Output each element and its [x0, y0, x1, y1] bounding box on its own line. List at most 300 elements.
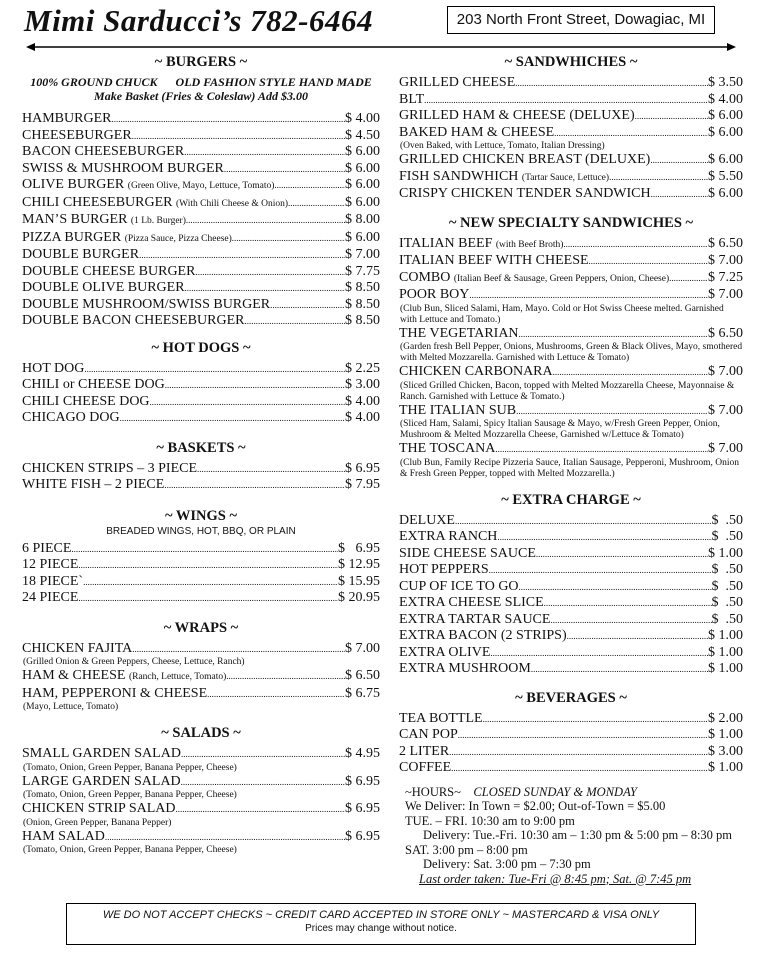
dot-leader: [197, 461, 345, 478]
item-name: [22, 541, 71, 558]
dot-leader: [244, 313, 345, 330]
menu-item: [22, 313, 380, 330]
item-price: $ 6.00: [345, 194, 380, 210]
item-label: COMBO: [399, 269, 451, 285]
menu-item: [22, 394, 380, 411]
item-label: CUP OF ICE TO GO: [399, 578, 519, 594]
item-name: [399, 75, 515, 92]
item-price: $ 6.00: [708, 152, 743, 167]
item-name: [399, 595, 544, 612]
dot-leader: [176, 801, 346, 818]
sandwiches-heading: ~ SANDWHICHES ~: [504, 54, 638, 70]
wings-note: BREADED WINGS, HOT, BBQ, OR PLAIN: [106, 525, 296, 537]
menu-item: [399, 727, 743, 744]
dot-leader: [111, 111, 345, 128]
dot-leader: [495, 441, 708, 458]
item-label: EXTRA CHEESE SLICE: [399, 595, 544, 610]
hotdogs-heading: ~ HOT DOGS ~: [151, 339, 251, 356]
item-label: EXTRA BACON (2 STRIPS): [399, 628, 567, 643]
menu-item: [399, 92, 743, 109]
dot-leader: [78, 590, 338, 607]
item-price: $ 7.00: [708, 253, 743, 268]
hours-block: [399, 785, 743, 887]
item-price: $ 1.00: [708, 760, 743, 775]
item-description: (with Beef Broth): [495, 239, 564, 250]
dot-leader: [139, 247, 345, 264]
menu-item: [399, 253, 743, 270]
item-label: HAM SALAD: [22, 828, 105, 844]
item-label: SIDE CHEESE SAUCE: [399, 545, 536, 561]
item-price: $ 15.95: [338, 573, 380, 589]
item-label: EXTRA RANCH: [399, 529, 498, 544]
menu-item: [22, 195, 380, 213]
item-label: DOUBLE CHEESE BURGER: [22, 263, 196, 279]
item-name: [399, 152, 650, 169]
item-price: $ .50: [711, 611, 743, 627]
menu-item: [22, 377, 380, 394]
item-label: GRILLED HAM & CHEESE (DELUXE): [399, 108, 635, 123]
item-name: [399, 628, 567, 645]
item-name: [399, 529, 497, 546]
item-label: HOT DOG: [22, 360, 85, 376]
menu-item: [22, 144, 380, 161]
address-box: 203 North Front Street, Dowagiac, MI: [447, 6, 715, 34]
item-price: $ 8.00: [345, 212, 380, 227]
dot-leader: [458, 727, 708, 744]
dot-leader: [650, 152, 708, 169]
dot-leader: [483, 711, 708, 728]
item-name: [22, 230, 232, 248]
item-label: 2 LITER: [399, 743, 450, 759]
dot-leader: [497, 529, 711, 546]
item-label: DOUBLE BACON CHEESEBURGER: [22, 313, 245, 328]
item-name: [22, 111, 111, 128]
item-name: [22, 686, 207, 703]
item-label: CHICKEN FAJITA: [22, 640, 133, 656]
item-price: $ 2.00: [708, 710, 743, 726]
item-name: [399, 92, 424, 109]
item-name: [22, 668, 226, 686]
dot-leader: [132, 641, 345, 658]
item-price: $ 7.00: [345, 640, 380, 656]
wraps-section: [22, 620, 380, 714]
menu-item: [399, 169, 743, 187]
menu-item: [399, 595, 743, 612]
item-label: CHILI CHEESEBURGER: [22, 194, 173, 210]
item-label: 12 PIECE: [22, 557, 79, 572]
item-label: CHEESEBURGER: [22, 127, 132, 143]
menu-item: [399, 186, 743, 203]
baskets-heading: ~ BASKETS ~: [156, 439, 246, 456]
item-price: $ 7.00: [345, 247, 380, 262]
item-price: $ 8.50: [345, 280, 380, 295]
dot-leader: [120, 410, 345, 427]
menu-item: [22, 297, 380, 314]
menu-item: [399, 125, 743, 142]
item-price: $ 4.00: [345, 410, 380, 425]
item-label: 18 PIECE`: [22, 573, 84, 589]
menu-item: [399, 546, 743, 563]
item-price: $ 6.50: [345, 668, 380, 683]
item-name: [399, 125, 554, 142]
dot-leader: [181, 746, 345, 763]
item-name: [399, 441, 495, 458]
item-name: [22, 264, 195, 281]
wraps-heading: ~ WRAPS ~: [163, 619, 239, 636]
item-price: $ .50: [711, 529, 743, 544]
dot-leader: [226, 668, 345, 685]
item-price: $ 6.50: [708, 325, 743, 341]
item-price: $ 1.00: [708, 661, 743, 676]
item-price: $ 8.50: [345, 313, 380, 328]
item-label: POOR BOY: [399, 287, 470, 302]
menu-item: [399, 441, 743, 458]
item-price: $ 8.50: [345, 296, 380, 312]
item-name: [22, 746, 181, 763]
menu-item: [22, 541, 380, 558]
item-price: $ 1.00: [708, 628, 743, 643]
item-price: $ 6.00: [708, 108, 743, 123]
item-label: LARGE GARDEN SALAD: [22, 773, 181, 789]
dot-leader: [164, 477, 345, 494]
item-name: [22, 557, 78, 574]
menu-item: [399, 287, 743, 304]
item-name: [399, 727, 458, 744]
dot-leader: [83, 574, 338, 591]
item-label: HAM & CHEESE: [22, 668, 126, 683]
dot-leader: [635, 108, 708, 125]
hours-tue-fri: TUE. – FRI. 10:30 am to 9:00 pm: [405, 813, 575, 828]
item-price: $ 12.95: [338, 557, 380, 572]
item-note: (Grilled Onion & Green Peppers, Cheese, Lettuce, Ranch): [23, 657, 245, 667]
dot-leader: [516, 403, 708, 420]
item-label: DOUBLE MUSHROOM/SWISS BURGER: [22, 296, 271, 312]
item-price: $ 7.75: [345, 263, 380, 279]
item-description: (With Chili Cheese & Onion): [176, 198, 289, 209]
menu-item: [399, 744, 743, 761]
hours-line-closed: [399, 785, 743, 800]
menu-item: [399, 326, 743, 343]
item-label: CHILI or CHEESE DOG: [22, 377, 165, 392]
burgers-subtitle: 100% GROUND CHUCK OLD FASHION STYLE HAND MADE: [30, 75, 372, 89]
dot-leader: [84, 361, 345, 378]
dot-leader: [270, 297, 345, 314]
dot-leader: [553, 364, 708, 381]
dot-leader: [519, 326, 708, 343]
item-name: [22, 829, 105, 846]
item-price: $ 6.00: [345, 160, 380, 176]
dot-leader: [550, 612, 711, 629]
item-price: $ 4.50: [345, 127, 380, 143]
item-label: GRILLED CHEESE: [399, 75, 516, 90]
dot-leader: [449, 744, 708, 761]
item-note: (Tomato, Onion, Green Pepper, Banana Pepper, Cheese): [23, 790, 237, 800]
menu-item: [22, 361, 380, 378]
menu-item: [22, 212, 380, 230]
item-price: $ 7.00: [708, 402, 743, 418]
menu-item: [22, 264, 380, 281]
item-price: $ 3.50: [708, 75, 743, 90]
burgers-section: [22, 54, 380, 330]
item-name: [22, 641, 132, 658]
dot-leader: [515, 75, 708, 92]
item-price: $ 1.00: [708, 644, 743, 660]
item-label: EXTRA MUSHROOM: [399, 661, 531, 676]
item-price: $ 7.00: [708, 287, 743, 302]
item-price: $ 7.00: [708, 364, 743, 379]
item-label: EXTRA OLIVE: [399, 644, 491, 660]
item-price: $ 3.00: [345, 377, 380, 392]
menu-item: [399, 711, 743, 728]
menu-item: [22, 574, 380, 591]
item-price: $ 6.95: [345, 773, 380, 789]
item-price: $ 7.25: [708, 269, 743, 285]
menu-item: [399, 529, 743, 546]
sandwiches-section: [399, 54, 743, 203]
dot-leader: [536, 546, 708, 563]
item-label: HAM, PEPPERONI & CHEESE: [22, 685, 208, 701]
beverages-section: [399, 690, 743, 777]
item-note: (Garden fresh Bell Pepper, Onions, Mushrooms, Green & Black Olives, Mayo, smothered with Melted Mozzarella. Garnished with Lettuce & Tomato): [400, 342, 743, 363]
item-price: $ 6.00: [345, 229, 380, 245]
item-price: $ 7.00: [708, 441, 743, 456]
item-label: ITALIAN BEEF: [399, 235, 493, 251]
dot-leader: [489, 562, 712, 579]
item-label: ITALIAN BEEF WITH CHEESE: [399, 253, 589, 268]
item-name: [22, 377, 165, 394]
item-name: [399, 236, 563, 254]
item-name: [22, 477, 164, 494]
prices-note: Prices may change without notice.: [305, 923, 457, 934]
item-name: [399, 711, 483, 728]
dot-leader: [105, 829, 345, 846]
dot-leader: [455, 513, 712, 530]
item-label: DELUXE: [399, 512, 455, 528]
dot-leader: [184, 144, 345, 161]
item-name: [399, 169, 609, 187]
dot-leader: [150, 394, 345, 411]
dot-leader: [531, 661, 708, 678]
item-label: CHILI CHEESE DOG: [22, 393, 150, 409]
item-description: (Green Olive, Mayo, Lettuce, Tomato): [127, 181, 275, 191]
dot-leader: [589, 253, 708, 270]
item-name: [399, 364, 553, 381]
item-label: CHICAGO DOG: [22, 410, 120, 425]
menu-item: [399, 108, 743, 125]
item-price: $ 5.50: [708, 168, 743, 184]
item-name: [22, 212, 186, 230]
item-name: [399, 287, 469, 304]
item-price: $ 6.95: [345, 828, 380, 844]
delivery-tue-fri: Delivery: Tue.-Fri. 10:30 am – 1:30 pm & 5:00 pm – 8:30 pm: [423, 828, 733, 842]
item-label: 24 PIECE: [22, 590, 79, 605]
menu-item: [22, 668, 380, 686]
item-label: DOUBLE OLIVE BURGER: [22, 280, 185, 295]
menu-item: [399, 562, 743, 579]
menu-item: [399, 661, 743, 678]
item-label: PIZZA BURGER: [22, 229, 122, 245]
item-description: (Ranch, Lettuce, Tomato): [128, 672, 227, 682]
hotdogs-section: [22, 340, 380, 427]
item-name: [22, 144, 184, 161]
item-price: $ 4.00: [708, 91, 743, 107]
dot-leader: [544, 595, 712, 612]
dot-leader: [186, 212, 345, 229]
item-price: $ 6.00: [708, 124, 743, 140]
dot-leader: [185, 280, 345, 297]
dot-leader: [567, 628, 708, 645]
item-price: $ .50: [711, 595, 743, 610]
item-name: [399, 108, 635, 125]
item-name: [22, 461, 197, 478]
item-label: CRISPY CHICKEN TENDER SANDWICH: [399, 186, 651, 201]
menu-item: [22, 557, 380, 574]
item-description: (Pizza Sauce, Pizza Cheese): [124, 233, 232, 244]
menu-item: [399, 403, 743, 420]
delivery-fee: We Deliver: In Town = $2.00; Out-of-Town = $5.00: [405, 799, 666, 813]
left-column: [22, 52, 380, 856]
item-name: [22, 161, 224, 178]
menu-item: [22, 590, 380, 607]
dot-leader: [181, 774, 345, 791]
item-name: [399, 546, 536, 563]
burgers-basket-note: Make Basket (Fries & Coleslaw) Add $3.00: [94, 89, 308, 103]
item-name: [22, 394, 150, 411]
menu-item: [399, 513, 743, 530]
dot-leader: [651, 186, 708, 203]
item-note: (Sliced Ham, Salami, Spicy Italian Sausage & Mayo, w/Fresh Green Pepper, Onion, Mushroom & Melted Mozzarella Cheese, Garnished w/Lettuce & Tomato): [400, 419, 720, 440]
item-price: $ 6.75: [345, 685, 380, 701]
item-name: [22, 297, 270, 314]
item-label: HOT PEPPERS: [399, 562, 489, 577]
item-price: $ 6.50: [708, 235, 743, 251]
dot-leader: [132, 128, 345, 145]
item-price: $ 6.95: [338, 540, 380, 556]
item-label: WHITE FISH – 2 PIECE: [22, 477, 165, 492]
dot-leader: [563, 236, 708, 253]
item-note: (Club Bun, Sliced Salami, Ham, Mayo. Cold or Hot Swiss Cheese melted. Garnished with Lettuce and Tomato.): [400, 303, 724, 325]
item-name: [399, 326, 519, 343]
extras-section: [399, 492, 743, 678]
item-name: [399, 186, 651, 203]
item-price: $ .50: [711, 562, 743, 577]
item-name: [399, 562, 489, 579]
hours-label: ~HOURS~: [405, 784, 461, 799]
menu-item: [22, 477, 380, 494]
specialty-section: [399, 215, 743, 480]
item-label: BAKED HAM & CHEESE: [399, 124, 555, 140]
item-note: (Onion, Green Pepper, Banana Pepper): [23, 817, 172, 828]
dot-leader: [195, 264, 345, 281]
item-name: [22, 128, 132, 145]
specialty-heading: ~ NEW SPECIALTY SANDWICHES ~: [448, 214, 694, 231]
item-name: [22, 410, 120, 427]
wings-section: [22, 508, 380, 607]
item-description: (Tartar Sauce, Lettuce): [521, 172, 610, 183]
dot-leader: [71, 541, 338, 558]
item-label: OLIVE BURGER: [22, 177, 125, 192]
item-name: [399, 403, 516, 420]
item-label: DOUBLE BURGER: [22, 247, 140, 262]
item-price: $ 6.95: [345, 460, 380, 476]
dot-leader: [451, 760, 708, 777]
item-name: [399, 253, 589, 270]
item-name: [22, 574, 83, 591]
dot-leader: [224, 161, 345, 178]
item-label: CHICKEN STRIPS – 3 PIECE: [22, 460, 198, 476]
footer-box: [66, 903, 696, 945]
item-label: GRILLED CHICKEN BREAST (DELUXE): [399, 152, 651, 167]
menu-item: [399, 75, 743, 92]
dot-leader: [469, 287, 708, 304]
item-price: $ 6.00: [345, 177, 380, 192]
item-price: $ 4.00: [345, 111, 380, 126]
item-label: FISH SANDWHICH: [399, 168, 519, 184]
last-order: Last order taken: Tue-Fri @ 8:45 pm; Sat. @ 7:45 pm: [419, 871, 692, 886]
item-label: THE TOSCANA: [399, 441, 496, 456]
dot-leader: [519, 579, 712, 596]
menu-item: [399, 364, 743, 381]
item-name: [22, 195, 288, 213]
item-label: THE VEGETARIAN: [399, 325, 519, 341]
item-name: [22, 177, 274, 195]
payment-policy: WE DO NOT ACCEPT CHECKS ~ CREDIT CARD ACCEPTED IN STORE ONLY ~ MASTERCARD & VISA ONLY: [102, 909, 660, 921]
menu-item: [22, 774, 380, 791]
item-label: CHICKEN STRIP SALAD: [22, 801, 176, 816]
hours-sat: SAT. 3:00 pm – 8:00 pm: [405, 842, 528, 857]
item-name: [22, 774, 181, 791]
menu-item: [22, 410, 380, 427]
item-label: COFFEE: [399, 760, 452, 775]
menu-item: [22, 746, 380, 763]
item-label: TEA BOTTLE: [399, 710, 483, 726]
item-price: $ 20.95: [338, 590, 380, 605]
dot-leader: [288, 195, 345, 212]
dot-leader: [165, 377, 345, 394]
item-price: $ 1.00: [708, 727, 743, 742]
item-label: CHICKEN CARBONARA: [399, 364, 553, 379]
menu-item: [399, 645, 743, 662]
menu-item: [399, 236, 743, 254]
baskets-section: [22, 440, 380, 494]
item-note: (Club Bun, Family Recipe Pizzeria Sauce, Italian Sausage, Pepperoni, Mushroom, Onion & Fresh Green Pepper, topped with Melted Mozzarella.): [400, 457, 740, 479]
item-name: [22, 361, 84, 378]
item-description: (Italian Beef & Sausage, Green Peppers, Onion, Cheese): [453, 273, 670, 284]
item-label: BLT: [399, 91, 425, 107]
item-name: [399, 270, 669, 288]
item-name: [22, 313, 244, 330]
item-note: (Mayo, Lettuce, Tomato): [23, 702, 119, 712]
item-label: SMALL GARDEN SALAD: [22, 746, 181, 761]
menu-item: [22, 247, 380, 264]
item-label: EXTRA TARTAR SAUCE: [399, 611, 551, 627]
menu-item: [22, 461, 380, 478]
item-price: $ 3.00: [708, 743, 743, 759]
burgers-heading: ~ BURGERS ~: [154, 54, 248, 70]
item-name: [22, 590, 78, 607]
wings-heading: ~ WINGS ~: [164, 507, 238, 524]
menu-item: [399, 270, 743, 288]
dot-leader: [274, 177, 345, 194]
menu-item: [22, 111, 380, 128]
item-note: (Oven Baked, with Lettuce, Tomato, Italian Dressing): [400, 141, 605, 151]
item-label: THE ITALIAN SUB: [399, 402, 517, 418]
menu-item: [22, 280, 380, 297]
salads-heading: ~ SALADS ~: [161, 725, 241, 741]
dot-leader: [78, 557, 338, 574]
item-name: [399, 760, 451, 777]
item-price: $ .50: [711, 512, 743, 528]
